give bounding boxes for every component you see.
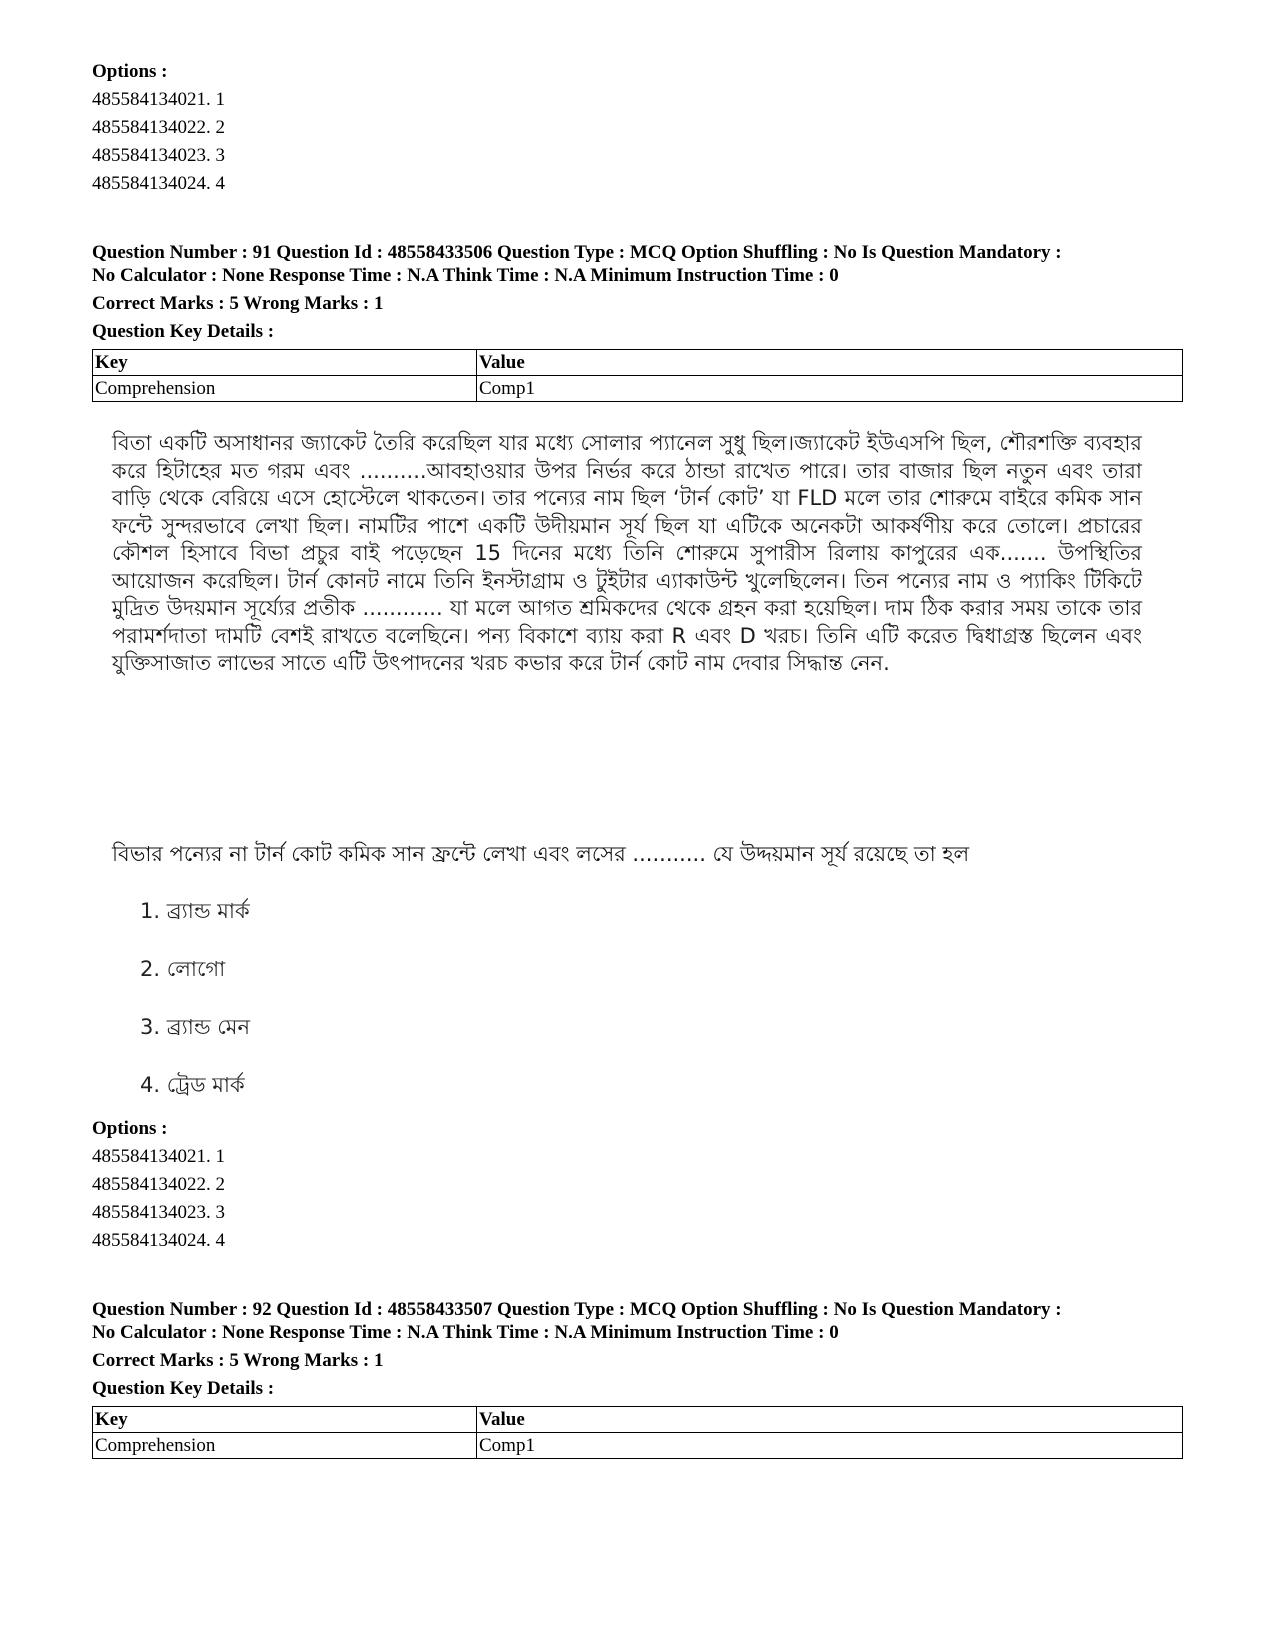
q91-value-cell: Comp1 [477,376,1183,402]
q91-choice-3: 3. ব্র্যান্ড মেন [140,1015,250,1039]
table-row [93,376,1183,402]
q91-question-stem: বিভার পন্যের না টার্ন কোট কমিক সান ফ্রন্টে লেখা এবং লসের ........... যে উদ্দয়মান সূর্য রয়েছে তা হল [112,842,970,866]
top-option-2: 485584134022. 2 [92,117,225,138]
q91-option-4: 485584134024. 4 [92,1230,225,1251]
q91-header-line2: No Calculator : None Response Time : N.A Think Time : N.A Minimum Instruction Time : 0 [92,265,839,286]
q91-choice-2: 2. লোগো [140,957,226,981]
top-options-label: Options : [92,61,168,82]
q91-key-cell: Comprehension [93,376,477,402]
top-option-3: 485584134023. 3 [92,145,225,166]
q91-option-2: 485584134022. 2 [92,1174,225,1195]
q92-value-cell: Comp1 [477,1433,1183,1459]
q92-header-line2: No Calculator : None Response Time : N.A Think Time : N.A Minimum Instruction Time : 0 [92,1322,839,1343]
q91-option-3: 485584134023. 3 [92,1202,225,1223]
q92-key-header: Key [93,1407,477,1433]
q91-key-table [92,349,1183,402]
q92-key-table [92,1406,1183,1459]
q91-value-header: Value [477,350,1183,376]
top-option-1: 485584134021. 1 [92,89,225,110]
top-option-4: 485584134024. 4 [92,173,225,194]
q92-key-details-label: Question Key Details : [92,1378,275,1399]
table-row [93,1433,1183,1459]
q91-options-label: Options : [92,1118,168,1139]
q91-passage: বিতা একটি অসাধানর জ্যাকেট তৈরি করেছিল যার মধ্যে সোলার প্যানেল সুধু ছিল।জ্যাকেট ইউএসপি ছিল, শৌরশক্তি ব্যবহার করে হিটাহের মত গরম এবং ..........আবহাওয়ার উপর নির্ভর করে ঠান্ডা রাখেত পারে। তার বাজার ছিল নতুন এবং তারা বাড়ি থেকে বেরিয়ে এসে হোস্টেলে থাকতেন। তার পন্যের নাম ছিল ‘টার্ন কোট’ যা FLD মলে তার শোরুমে বাইরে কমিক সান ফন্টে সুন্দরভাবে লেখা ছিল। নামটির পাশে একটি উদীয়মান সূর্য ছিল যা এটিকে অনেকটা আকর্ষণীয় করে তোলে। প্রচারের কৌশল হিসাবে বিভা প্রচুর বাই পড়েছেন 15 দিনের মধ্যে তিনি শোরুমে সুপারীস রিলায় কাপুরের এক....... উপস্থিতির আয়োজন করেছিল। টার্ন কোনট নামে তিনি ইনস্টাগ্রাম ও টুইটার এ্যাকাউন্ট খুলেছিলেন। তিন পন্যের নাম ও প্যাকিং টিকিটে মুদ্রিত উদয়মান সূর্য্যের প্রতীক ............ যা মলে আগত শ্রমিকদের থেকে গ্রহন করা হয়েছিল। দাম ঠিক করার সময় তাকে তার পরামর্শদাতা দামটি বেশই রাখতে বলেছিনে। পন্য বিকাশে ব্যায় করা R এবং D খরচ। তিনি এটি করেত দ্বিধাগ্রস্ত ছিলেন এবং যুক্তিসাজাত লাভের সাতে এটি উৎপাদনের খরচ কভার করে টার্ন কোট নাম দেবার সিদ্ধান্ত নেন. [112,431,1142,675]
q92-marks: Correct Marks : 5 Wrong Marks : 1 [92,1350,384,1371]
q92-header-line1: Question Number : 92 Question Id : 48558433507 Question Type : MCQ Option Shuffling : No Is Question Mandatory : [92,1299,1062,1320]
q92-key-cell: Comprehension [93,1433,477,1459]
table-header-row [93,350,1183,376]
q91-key-header: Key [93,350,477,376]
q91-key-details-label: Question Key Details : [92,321,275,342]
q91-option-1: 485584134021. 1 [92,1146,225,1167]
table-header-row [93,1407,1183,1433]
q91-header-line1: Question Number : 91 Question Id : 48558433506 Question Type : MCQ Option Shuffling : No Is Question Mandatory : [92,242,1062,263]
q91-marks: Correct Marks : 5 Wrong Marks : 1 [92,293,384,314]
q91-choice-4: 4. ট্রেড মার্ক [140,1073,245,1097]
q92-value-header: Value [477,1407,1183,1433]
q91-choice-1: 1. ব্র্যান্ড মার্ক [140,899,250,923]
